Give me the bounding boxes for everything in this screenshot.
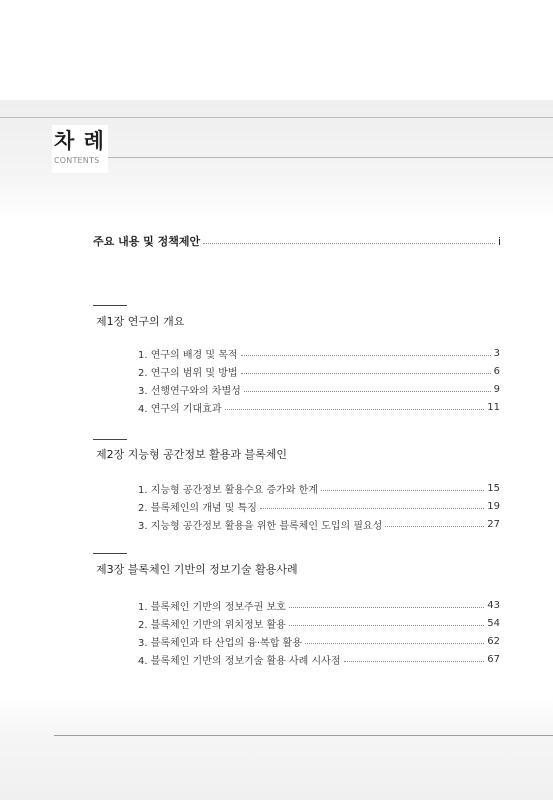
toc-item[interactable] <box>138 400 500 415</box>
dot-leader <box>203 243 495 244</box>
dot-leader <box>385 526 484 527</box>
header-top-rule <box>0 117 553 118</box>
toc-item[interactable] <box>138 616 500 631</box>
dot-leader <box>305 643 484 644</box>
toc-item-label: 4. 블록체인 기반의 정보기술 활용 사례 시사점 <box>138 656 341 667</box>
toc-item-label: 2. 블록체인 기반의 위치정보 활용 <box>138 620 286 631</box>
dot-leader <box>321 490 484 491</box>
toc-item-page: 6 <box>493 366 500 377</box>
toc-item[interactable] <box>138 652 500 667</box>
toc-item-page: 9 <box>493 384 500 395</box>
chapter-rule <box>93 439 127 440</box>
dot-leader <box>241 373 491 374</box>
toc-summary-page: i <box>497 234 501 248</box>
dot-leader <box>289 625 484 626</box>
page-subtitle: CONTENTS <box>54 156 100 165</box>
footer-rule <box>54 735 553 736</box>
dot-leader <box>344 661 485 662</box>
toc-item-label: 4. 연구의 기대효과 <box>138 404 222 415</box>
toc-item-page: 11 <box>487 402 500 413</box>
toc-item-page: 43 <box>487 600 500 611</box>
toc-item-label: 3. 선행연구와의 차별성 <box>138 386 241 397</box>
chapter-rule <box>93 305 127 306</box>
dot-leader <box>241 355 491 356</box>
toc-item[interactable] <box>138 499 500 514</box>
toc-item[interactable] <box>138 364 500 379</box>
toc-item[interactable] <box>138 382 500 397</box>
toc-item-label: 2. 블록체인의 개념 및 특징 <box>138 503 257 514</box>
toc-item[interactable] <box>138 481 500 496</box>
page-title: 차 례 <box>54 129 105 153</box>
toc-item[interactable] <box>138 634 500 649</box>
toc-summary-row[interactable] <box>93 233 501 249</box>
dot-leader <box>260 508 484 509</box>
toc-item-label: 3. 지능형 공간정보 활용을 위한 블록체인 도입의 필요성 <box>138 521 383 532</box>
toc-item-page: 19 <box>487 501 500 512</box>
toc-item-page: 15 <box>487 483 500 494</box>
dot-leader <box>244 391 491 392</box>
toc-item-label: 3. 블록체인과 타 산업의 융·복합 활용 <box>138 638 302 649</box>
toc-item-page: 27 <box>487 519 500 530</box>
toc-item-page: 3 <box>493 348 500 359</box>
chapter-2-title[interactable]: 제2장 지능형 공간정보 활용과 블록체인 <box>96 448 287 461</box>
toc-item-label: 2. 연구의 범위 및 방법 <box>138 368 238 379</box>
chapter-1-title[interactable]: 제1장 연구의 개요 <box>96 315 185 328</box>
chapter-rule <box>93 553 127 554</box>
chapter-3-title[interactable]: 제3장 블록체인 기반의 정보기술 활용사례 <box>96 563 298 576</box>
toc-item[interactable] <box>138 517 500 532</box>
toc-item-label: 1. 블록체인 기반의 정보주권 보호 <box>138 602 286 613</box>
toc-item-label: 1. 연구의 배경 및 목적 <box>138 350 238 361</box>
title-rule <box>108 157 553 158</box>
toc-item-page: 54 <box>487 618 500 629</box>
footer-band <box>0 696 553 800</box>
toc-item[interactable] <box>138 346 500 361</box>
toc-summary-label: 주요 내용 및 정책제안 <box>93 235 201 248</box>
toc-item-page: 67 <box>487 654 500 665</box>
toc-item-label: 1. 지능형 공간정보 활용수요 증가와 한계 <box>138 485 318 496</box>
dot-leader <box>225 409 485 410</box>
toc-item[interactable] <box>138 598 500 613</box>
toc-item-page: 62 <box>487 636 500 647</box>
dot-leader <box>289 607 484 608</box>
